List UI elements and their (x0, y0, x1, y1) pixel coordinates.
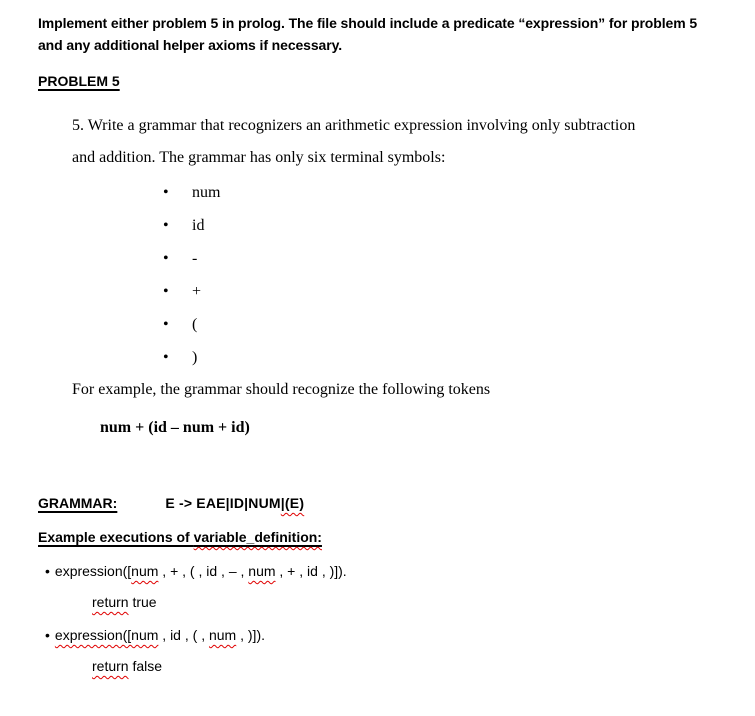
bullet-icon: • (163, 349, 169, 366)
problem-statement-line-2: and addition. The grammar has only six terminal symbols: (72, 149, 446, 166)
call-text-flagged: expression([num (54, 627, 159, 643)
terminal-label: - (192, 250, 198, 267)
call-text-flagged: num (131, 563, 159, 579)
execution-call-1 (45, 561, 735, 581)
bullet-icon: • (45, 627, 50, 643)
executions-heading (38, 526, 735, 548)
terminal-label: ( (192, 316, 198, 333)
call-text: expression([ (54, 563, 132, 579)
intro-paragraph (38, 12, 735, 56)
bullet-icon: • (163, 184, 169, 201)
example-expression: num + (id – num + id) (100, 419, 250, 436)
grammar-rule-main: E -> EAE|ID|NUM (165, 495, 281, 511)
call-text: , )]). (236, 627, 265, 643)
executions-heading-text: Example executions of (38, 529, 194, 545)
grammar-line (38, 492, 735, 514)
call-text: , id , ( , (158, 627, 209, 643)
execution-call-2 (45, 625, 735, 645)
terminal-item (163, 242, 735, 275)
bullet-icon: • (163, 316, 169, 333)
call-text: , + , ( , id , – , (158, 563, 249, 579)
problem-heading (38, 71, 735, 91)
bullet-icon: • (45, 563, 50, 579)
problem-heading-text: PROBLEM 5 (38, 73, 120, 89)
intro-line-1: Implement either problem 5 in prolog. The file should include a predicate “expression” for problem 5 (38, 15, 698, 31)
result-text-flagged: return (92, 594, 129, 610)
terminal-label: num (192, 184, 221, 201)
example-intro: For example, the grammar should recognize the following tokens (72, 381, 491, 398)
bullet-icon: • (163, 250, 169, 267)
intro-line-2: and any additional helper axioms if necessary. (38, 37, 343, 53)
grammar-rule (165, 495, 304, 511)
terminal-item (163, 209, 735, 242)
result-text: true (128, 594, 157, 610)
bullet-icon: • (163, 283, 169, 300)
problem-body (38, 110, 735, 444)
call-text-flagged: num (208, 627, 237, 643)
terminal-label: id (192, 217, 205, 234)
terminal-item (163, 176, 735, 209)
grammar-rule-flagged: |(E) (280, 495, 305, 511)
execution-result-1 (92, 592, 735, 612)
terminal-label: + (192, 283, 202, 300)
grammar-label: GRAMMAR: (38, 495, 118, 511)
terminal-label: ) (192, 349, 198, 366)
terminal-item (163, 341, 735, 374)
problem-statement-line-1: 5. Write a grammar that recognizers an arithmetic expression involving only subtraction (72, 117, 636, 134)
terminal-symbol-list (163, 176, 735, 374)
result-text-flagged: return (92, 658, 129, 674)
terminal-item (163, 275, 735, 308)
call-text: , + , id , )]). (275, 563, 347, 579)
call-text-flagged: num (248, 563, 276, 579)
execution-result-2 (92, 656, 735, 676)
executions-heading-flagged: variable_definition: (193, 529, 322, 545)
problem-statement (72, 110, 735, 174)
terminal-item (163, 308, 735, 341)
bullet-icon: • (163, 217, 169, 234)
result-text: false (128, 658, 163, 674)
